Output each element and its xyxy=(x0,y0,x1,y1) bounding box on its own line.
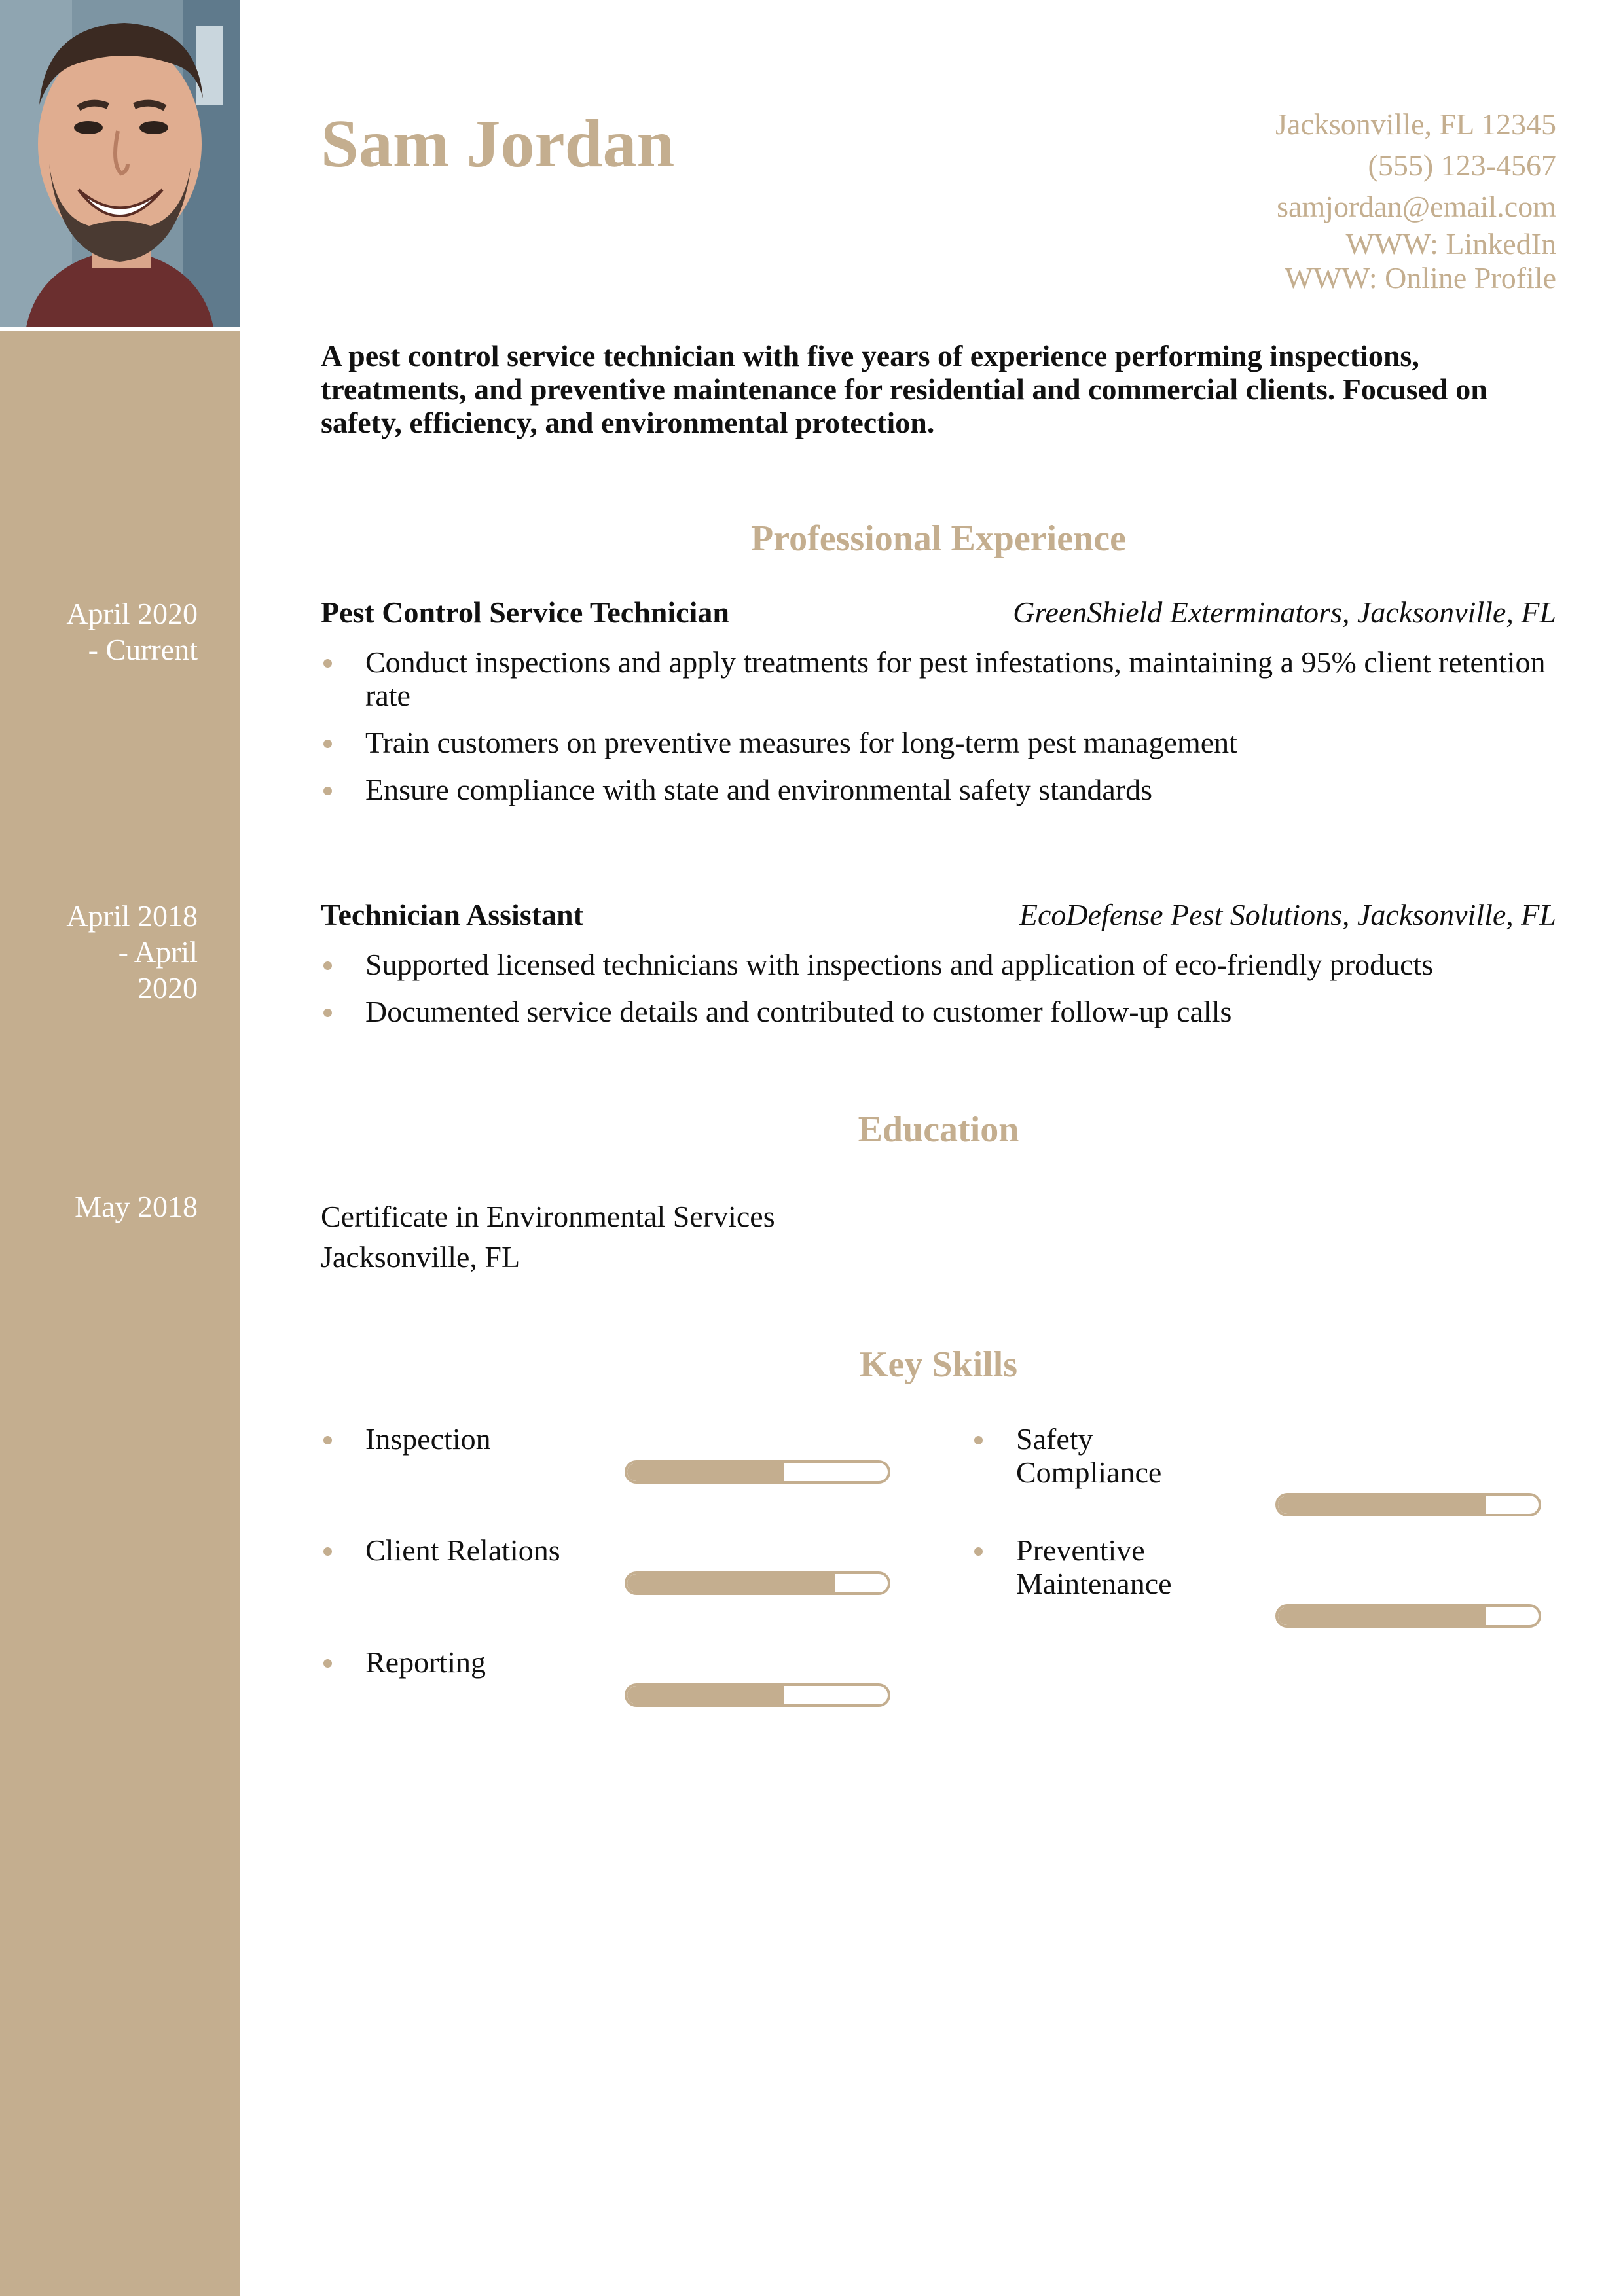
job-2-dates-end: - April xyxy=(118,935,198,969)
profile-photo xyxy=(0,0,240,327)
skill-level-bar xyxy=(1275,1604,1541,1628)
education-date xyxy=(27,1189,198,1225)
candidate-name: Sam Jordan xyxy=(321,106,675,181)
job-2-company: EcoDefense Pest Solutions, Jacksonville, FL xyxy=(1019,898,1556,931)
sidebar xyxy=(0,0,240,2296)
job-1-bullets xyxy=(321,645,1556,820)
skill-safety-compliance xyxy=(972,1422,1541,1527)
job-1-header xyxy=(321,593,1556,632)
bullet-dot-icon xyxy=(323,961,332,970)
bullet-text: Documented service details and contributed to customer follow-up calls xyxy=(365,995,1232,1028)
education-date-text: May 2018 xyxy=(75,1190,198,1223)
list-item xyxy=(321,726,1556,759)
education-degree: Certificate in Environmental Services xyxy=(321,1200,775,1233)
job-1-dates xyxy=(27,596,198,668)
skill-level-fill xyxy=(1278,1607,1486,1625)
skill-client-relations xyxy=(321,1534,890,1625)
skill-level-bar xyxy=(625,1683,890,1707)
job-2-dates-end-year: 2020 xyxy=(137,971,198,1005)
profile-photo-illustration xyxy=(0,0,240,327)
experience-section-title: Professional Experience xyxy=(751,518,1126,559)
skill-inspection xyxy=(321,1422,890,1514)
skill-reporting xyxy=(321,1645,890,1737)
job-2-dates xyxy=(27,898,198,1006)
job-1-title: Pest Control Service Technician xyxy=(321,596,729,629)
skill-level-bar xyxy=(625,1571,890,1595)
bullet-text: Train customers on preventive measures for long-term pest management xyxy=(365,726,1237,759)
skill-preventive-maintenance xyxy=(972,1534,1541,1638)
skill-level-bar xyxy=(625,1460,890,1484)
job-2-title: Technician Assistant xyxy=(321,898,583,931)
list-item xyxy=(321,645,1556,712)
list-item xyxy=(321,948,1556,981)
bullet-dot-icon xyxy=(323,1436,332,1444)
skill-label: Preventive Maintenance xyxy=(1016,1534,1172,1600)
job-2-header xyxy=(321,895,1556,935)
job-2-bullets xyxy=(321,948,1556,1042)
bullet-dot-icon xyxy=(323,659,332,668)
skill-level-fill xyxy=(1278,1496,1486,1514)
list-item xyxy=(321,995,1556,1028)
job-1-dates-start: April 2020 xyxy=(66,597,198,630)
skill-level-bar xyxy=(1275,1493,1541,1516)
bullet-text: Supported licensed technicians with inspections and application of eco-friendly products xyxy=(365,948,1434,981)
bullet-dot-icon xyxy=(323,740,332,748)
skills-section-title: Key Skills xyxy=(859,1344,1018,1385)
skill-level-fill xyxy=(627,1574,835,1592)
contact-block xyxy=(1275,103,1556,295)
contact-email[interactable]: samjordan@email.com xyxy=(1277,190,1556,223)
skill-level-fill xyxy=(627,1686,784,1704)
contact-phone: (555) 123-4567 xyxy=(1368,149,1556,182)
skill-label: Inspection xyxy=(365,1422,491,1456)
contact-address: Jacksonville, FL 12345 xyxy=(1275,107,1556,141)
job-1-dates-end: - Current xyxy=(88,633,198,666)
photo-divider xyxy=(0,327,240,331)
bullet-dot-icon xyxy=(974,1436,983,1444)
professional-summary: A pest control service technician with five years of experience performing inspections, treatments, and preventive maintenance for residential and commercial clients. Focused on safety, efficiency, and environmental protection. xyxy=(321,339,1487,439)
list-item xyxy=(321,773,1556,806)
contact-profile-link[interactable]: WWW: Online Profile xyxy=(1285,261,1556,295)
bullet-dot-icon xyxy=(974,1547,983,1556)
education-entry xyxy=(321,1196,775,1278)
education-location: Jacksonville, FL xyxy=(321,1240,520,1274)
bullet-dot-icon xyxy=(323,1659,332,1668)
education-section-title: Education xyxy=(858,1109,1019,1150)
bullet-dot-icon xyxy=(323,787,332,795)
skill-label: Reporting xyxy=(365,1645,486,1679)
job-1-company: GreenShield Exterminators, Jacksonville, FL xyxy=(1013,596,1556,629)
bullet-text: Conduct inspections and apply treatments for pest infestations, maintaining a 95% client retention rate xyxy=(365,645,1546,712)
skill-label: Safety Compliance xyxy=(1016,1422,1162,1489)
bullet-dot-icon xyxy=(323,1547,332,1556)
skill-label: Client Relations xyxy=(365,1534,560,1567)
skill-level-fill xyxy=(627,1463,784,1481)
bullet-text: Ensure compliance with state and environmental safety standards xyxy=(365,773,1152,806)
bullet-dot-icon xyxy=(323,1009,332,1017)
contact-linkedin-link[interactable]: WWW: LinkedIn xyxy=(1345,227,1556,260)
job-2-dates-start: April 2018 xyxy=(66,899,198,933)
